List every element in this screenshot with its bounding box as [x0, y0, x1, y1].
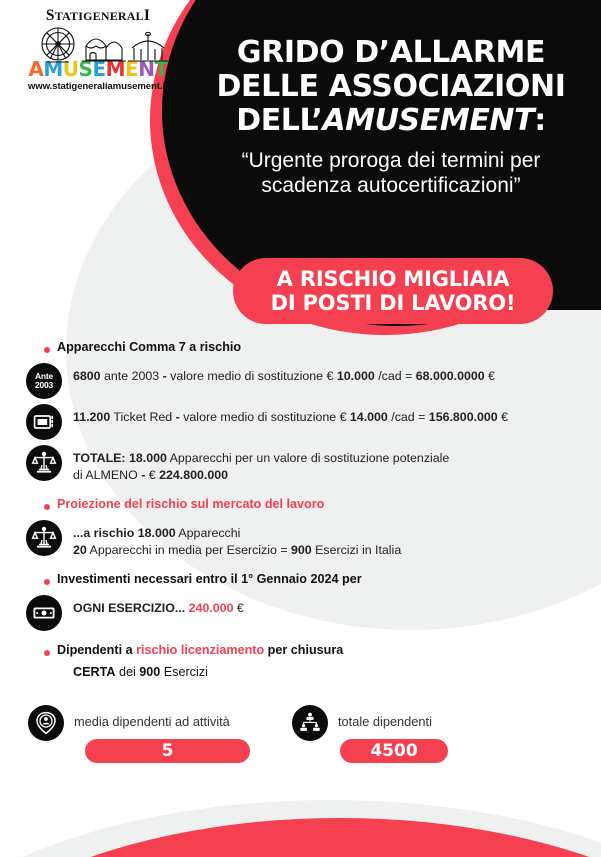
text-run: -	[141, 468, 146, 483]
bullet-dot-icon	[44, 504, 50, 510]
text-run: 6800	[73, 368, 101, 383]
text-run: Esercizi in Italia	[311, 543, 402, 558]
ferris-wheel-tents-carousel-icon	[14, 26, 182, 66]
subtitle-line-1: “Urgente proroga dei termini per	[241, 148, 541, 172]
stat-row-line	[73, 450, 449, 468]
stat-row-text	[73, 404, 508, 427]
text-run: Apparecchi per un valore di sostituzione potenziale	[166, 450, 450, 465]
stat-row	[0, 363, 601, 399]
headline-line-2: DELLE ASSOCIAZIONI	[216, 68, 566, 104]
text-run: 14.000	[349, 409, 388, 424]
stat-row-line	[73, 525, 401, 543]
ante-2003-badge-icon	[26, 363, 62, 399]
text-run: valore medio di sostituzione €	[166, 368, 337, 383]
stat-row-line	[73, 542, 401, 560]
text-run: 900	[139, 665, 161, 680]
bullet-item	[0, 340, 601, 356]
text-run: OGNI ESERCIZIO...	[73, 600, 189, 615]
headline-line-3-pre: DELL’	[236, 102, 323, 138]
plain-text-line	[73, 665, 601, 679]
stat-value-average-pill	[85, 739, 250, 763]
text-run: valore medio di sostituzione €	[179, 409, 350, 424]
stat-value-total-pill	[340, 739, 448, 763]
text-run: 11.200	[73, 409, 111, 424]
text-run: 224.800.000	[159, 468, 229, 483]
stat-row-line	[73, 600, 244, 618]
headline-line-3-post: :	[534, 102, 546, 138]
text-run: /cad =	[374, 368, 416, 383]
text-run: Dipendenti a	[57, 642, 137, 657]
bullet-text: Investimenti necessari entro il 1° Gennaio 2024 per	[57, 571, 362, 586]
plain-text-row	[0, 665, 601, 679]
stat-group-total	[292, 705, 432, 741]
bullet-dot-icon	[44, 347, 50, 353]
content-list	[0, 340, 601, 679]
text-run: Ticket Red	[110, 409, 176, 424]
org-chart-people-icon	[292, 705, 328, 741]
bullet-text: Proiezione del rischio sul mercato del lavoro	[57, 496, 325, 511]
bullet-text	[57, 643, 601, 659]
highlighted-text: rischio licenziamento	[136, 642, 265, 657]
text-run: 20	[73, 543, 87, 558]
subtitle-line-2: scadenza autocertificazioni”	[261, 174, 521, 198]
stat-row	[0, 520, 601, 560]
stat-row	[0, 595, 601, 631]
text-run: €	[145, 468, 160, 483]
stat-row-text	[73, 595, 244, 618]
ante-badge-text: Ante 2003	[34, 371, 54, 390]
stat-row-text	[73, 363, 495, 386]
banner-line-1: A RISCHIO MIGLIAIA	[276, 266, 510, 291]
text-run: Esercizi	[160, 665, 208, 680]
stat-row	[0, 404, 601, 440]
text-run: Apparecchi in media per Esercizio =	[86, 543, 291, 558]
logo-url[interactable]: www.statigeneraliamusement.it	[27, 80, 169, 92]
text-run: €	[233, 600, 244, 615]
stat-row-line	[73, 368, 495, 386]
stat-row-line	[73, 409, 508, 427]
text-run: €	[497, 409, 509, 424]
headline-line-3-italic: AMUSEMENT	[322, 102, 535, 138]
text-run: -	[175, 409, 180, 424]
headline-line-1: GRIDO D’ALLARME	[236, 35, 546, 70]
risk-banner	[233, 258, 553, 324]
stat-row	[0, 445, 601, 485]
text-run: €	[484, 368, 495, 383]
text-run: per chiusura	[264, 642, 344, 657]
stat-row-text	[73, 445, 449, 485]
text-run: CERTA	[73, 665, 116, 680]
text-run: ante 2003	[100, 368, 163, 383]
banknote-icon	[26, 595, 62, 631]
text-run: TOTALE: 18.000	[73, 450, 167, 465]
text-run: 68.000.0000	[415, 368, 485, 383]
logo[interactable]	[14, 8, 182, 92]
bullet-text: Apparecchi Comma 7 a rischio	[57, 340, 242, 354]
text-run: 156.800.000	[428, 409, 498, 424]
text-run: 10.000	[336, 368, 375, 383]
bullet-item	[0, 497, 601, 513]
bullet-dot-icon	[44, 650, 50, 656]
stat-value-average: 5	[161, 741, 174, 761]
bullet-item	[0, 643, 601, 659]
stat-group-average	[28, 705, 230, 741]
page-title	[200, 36, 582, 138]
bullet-item	[0, 572, 601, 588]
stat-label-total: totale dipendenti	[338, 714, 432, 729]
person-badge-icon	[28, 705, 64, 741]
stat-label-average: media dipendenti ad attività	[74, 714, 230, 729]
banner-line-2: DI POSTI DI LAVORO!	[270, 291, 516, 315]
text-run: 900	[291, 543, 312, 558]
bullet-dot-icon	[44, 579, 50, 585]
balance-scale-icon	[26, 520, 62, 556]
logo-wordmark: AMUSEMENT	[28, 56, 168, 81]
text-run: 240.000	[188, 600, 234, 615]
stat-row-line	[73, 467, 449, 485]
text-run: ...a rischio 18.000	[73, 525, 176, 540]
text-run: Apparecchi	[175, 525, 241, 540]
headline-block	[200, 36, 582, 199]
headline-subtitle	[200, 148, 582, 199]
ticket-icon	[26, 404, 62, 440]
logo-title: STATIGENERALI	[45, 7, 151, 24]
text-run: di ALMENO	[73, 468, 142, 483]
balance-scale-icon	[26, 445, 62, 481]
text-run: /cad =	[387, 409, 429, 424]
stat-row-text	[73, 520, 401, 560]
text-run: dei	[115, 665, 140, 680]
stat-value-total: 4500	[370, 741, 418, 761]
text-run: -	[162, 368, 167, 383]
